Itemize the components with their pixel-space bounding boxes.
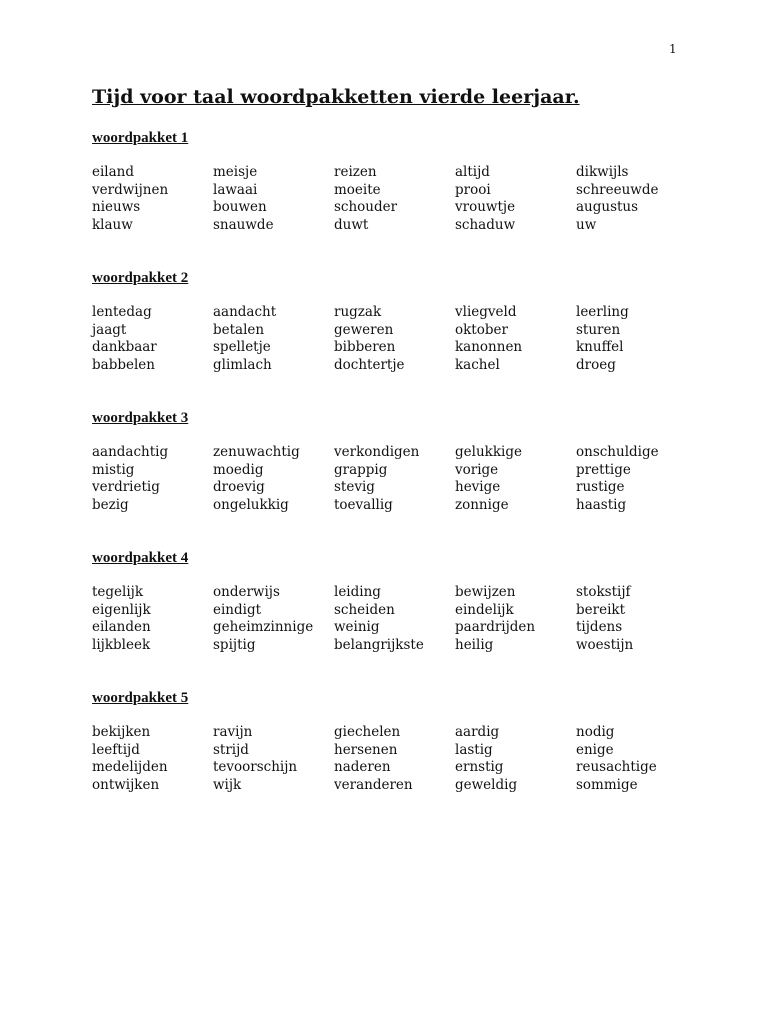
word-item: bibberen <box>334 339 396 356</box>
word-item: klauw <box>92 216 133 233</box>
word-item: bereikt <box>576 601 625 618</box>
word-item: kanonnen <box>455 339 523 356</box>
word-item: babbelen <box>92 356 155 373</box>
word-item: belangrijkste <box>334 636 424 653</box>
word-item: nieuws <box>92 199 141 216</box>
word-item: geweldig <box>455 776 518 793</box>
word-item: vorige <box>455 461 499 478</box>
word-item: glimlach <box>213 356 272 373</box>
word-item: aandachtig <box>92 444 169 460</box>
word-item: leerling <box>576 304 629 320</box>
word-item: moeite <box>334 181 381 198</box>
word-item: oktober <box>455 321 508 338</box>
word-packet-2 <box>92 269 732 374</box>
word-item: lijkbleek <box>92 636 151 653</box>
word-item: snauwde <box>213 216 274 233</box>
packet-heading: woordpakket 5 <box>92 690 189 706</box>
word-item: scheiden <box>334 601 395 618</box>
word-item: lawaai <box>213 181 258 198</box>
word-item: onderwijs <box>213 584 280 600</box>
word-item: bouwen <box>213 199 267 216</box>
word-item: prettige <box>576 461 631 478</box>
word-item: enige <box>576 741 614 758</box>
word-item: nodig <box>576 724 615 740</box>
word-item: weinig <box>334 619 380 636</box>
word-item: reusachtige <box>576 759 657 776</box>
word-item: prooi <box>455 181 491 198</box>
word-item: reizen <box>334 164 377 180</box>
word-item: hersenen <box>334 741 398 758</box>
word-item: altijd <box>455 164 490 180</box>
word-item: ongelukkig <box>213 496 289 513</box>
word-item: naderen <box>334 759 391 776</box>
word-item: grappig <box>334 461 388 478</box>
word-item: knuffel <box>576 339 624 356</box>
word-item: tijdens <box>576 619 623 636</box>
word-item: dochtertje <box>334 356 405 373</box>
packet-heading: woordpakket 3 <box>92 410 189 426</box>
word-item: aandacht <box>213 304 277 320</box>
word-item: rustige <box>576 479 625 496</box>
word-item: paardrijden <box>455 619 536 636</box>
word-item: vrouwtje <box>455 199 516 216</box>
word-item: droeg <box>576 356 616 373</box>
packet-heading: woordpakket 2 <box>92 270 189 286</box>
word-grid <box>92 584 732 654</box>
word-item: schouder <box>334 199 398 216</box>
word-item: ontwijken <box>92 776 160 793</box>
word-item: woestijn <box>576 636 634 653</box>
word-item: haastig <box>576 496 627 513</box>
word-item: dikwijls <box>576 164 629 180</box>
word-item: leiding <box>334 584 381 600</box>
word-packet-5 <box>92 689 732 794</box>
word-item: moedig <box>213 461 264 478</box>
word-item: eigenlijk <box>92 601 151 618</box>
word-item: lentedag <box>92 304 152 320</box>
word-item: rugzak <box>334 304 382 320</box>
word-item: onschuldige <box>576 444 659 460</box>
word-item: bekijken <box>92 724 151 740</box>
word-item: vliegveld <box>455 304 517 320</box>
word-item: strijd <box>213 741 249 758</box>
word-item: zonnige <box>455 496 509 513</box>
word-item: lastig <box>455 741 493 758</box>
word-item: zenuwachtig <box>213 444 300 460</box>
word-item: ravijn <box>213 724 253 740</box>
word-item: geheimzinnige <box>213 619 314 636</box>
word-item: medelijden <box>92 759 168 776</box>
word-item: aardig <box>455 724 500 740</box>
word-item: toevallig <box>334 496 393 513</box>
word-item: eindelijk <box>455 601 514 618</box>
word-item: giechelen <box>334 724 401 740</box>
word-item: veranderen <box>334 776 413 793</box>
document-title: Tijd voor taal woordpakketten vierde leerjaar. <box>92 86 580 108</box>
word-grid <box>92 444 732 514</box>
packet-heading: woordpakket 4 <box>92 550 189 566</box>
page-number: 1 <box>669 42 677 56</box>
word-item: spelletje <box>213 339 271 356</box>
word-item: leeftijd <box>92 741 140 758</box>
word-item: verdwijnen <box>92 181 169 198</box>
word-item: schreeuwde <box>576 181 659 198</box>
word-item: duwt <box>334 216 369 233</box>
word-item: geweren <box>334 321 394 338</box>
word-item: schaduw <box>455 216 516 233</box>
word-item: verdrietig <box>92 479 160 496</box>
word-item: eiland <box>92 164 135 180</box>
word-item: tegelijk <box>92 584 144 600</box>
word-item: eindigt <box>213 601 262 618</box>
word-item: bewijzen <box>455 584 516 600</box>
word-item: meisje <box>213 164 258 180</box>
word-item: augustus <box>576 199 639 216</box>
word-item: gelukkige <box>455 444 522 460</box>
word-item: verkondigen <box>334 444 420 460</box>
word-item: uw <box>576 216 597 233</box>
word-item: spijtig <box>213 636 256 653</box>
word-packet-4 <box>92 549 732 654</box>
word-packet-3 <box>92 409 732 514</box>
word-item: eilanden <box>92 619 151 636</box>
word-item: tevoorschijn <box>213 759 298 776</box>
word-item: jaagt <box>92 321 127 338</box>
word-item: mistig <box>92 461 135 478</box>
word-item: wijk <box>213 776 242 793</box>
word-item: heilig <box>455 636 494 653</box>
packet-heading: woordpakket 1 <box>92 130 189 146</box>
word-grid <box>92 164 732 234</box>
word-item: sommige <box>576 776 638 793</box>
word-item: ernstig <box>455 759 504 776</box>
word-grid <box>92 724 732 794</box>
word-item: stokstijf <box>576 584 631 600</box>
word-item: sturen <box>576 321 621 338</box>
word-item: betalen <box>213 321 265 338</box>
word-item: droevig <box>213 479 265 496</box>
word-item: hevige <box>455 479 501 496</box>
word-item: stevig <box>334 479 375 496</box>
word-grid <box>92 304 732 374</box>
word-item: bezig <box>92 496 129 513</box>
word-item: kachel <box>455 356 500 373</box>
word-packet-1 <box>92 129 732 234</box>
word-item: dankbaar <box>92 339 157 356</box>
